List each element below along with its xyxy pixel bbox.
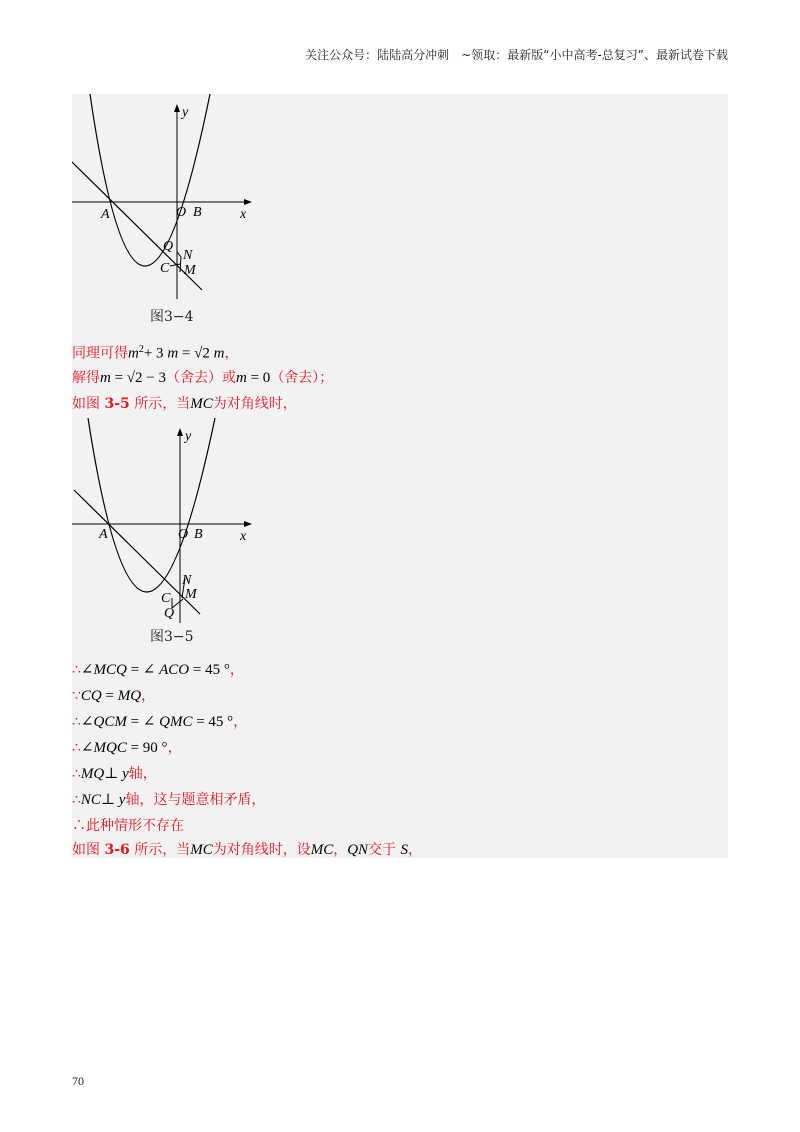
math: = 90 ° (126, 740, 168, 756)
math: MC (190, 842, 213, 858)
line-10 (72, 816, 184, 836)
label-m: M (185, 587, 197, 602)
line-9 (72, 790, 265, 810)
math: = (101, 688, 118, 704)
text: ∴ (72, 740, 81, 756)
math: ⊥ (100, 792, 119, 808)
line-7 (72, 738, 182, 758)
figure-3-4 (72, 94, 272, 325)
math: CQ (80, 688, 102, 704)
math: MCQ (93, 662, 127, 678)
math: ∠ (80, 714, 94, 730)
math: + 3 (143, 345, 168, 362)
text: ， (167, 740, 182, 756)
text: 如图 (72, 842, 105, 858)
text: （舍去）； (270, 370, 334, 386)
segment-cm (170, 264, 180, 266)
math: y (122, 766, 129, 782)
math: MQ (80, 766, 105, 782)
text: 为对角线时， (212, 396, 297, 412)
text: ， (408, 842, 422, 858)
label-a: A (99, 527, 108, 542)
text: 如图 (72, 396, 105, 412)
line-5 (72, 686, 155, 706)
math: MQ (117, 688, 142, 704)
x-axis-arrow (244, 521, 252, 527)
math: = ∠ (126, 662, 160, 678)
text: 为对角线时，设 (212, 842, 311, 858)
math-sup: 2 (138, 344, 144, 355)
text: 交于 (368, 842, 401, 858)
text: ， (224, 345, 239, 362)
figure-3-5 (72, 418, 272, 645)
text: ∴ (72, 662, 81, 678)
line-3 (72, 394, 297, 414)
text: 同理可得 (72, 345, 128, 362)
math: QMC (159, 714, 193, 730)
page-header: 关注公众号：陆陆高分冲刺 ~领取：最新版“小中高考-总复习”、最新试卷下载 (305, 48, 728, 62)
label-b: B (194, 527, 203, 542)
text: 所示，当 (129, 842, 191, 858)
line-ac (72, 162, 202, 290)
label-o: O (176, 205, 187, 220)
text: ∴ (72, 766, 81, 782)
text: ， (229, 662, 244, 678)
math: = √2 − 3 (110, 370, 166, 386)
math: ACO (159, 662, 190, 678)
text: 所示，当 (129, 396, 191, 412)
math: = √2 (178, 345, 214, 362)
math: MC (310, 842, 334, 858)
text: （舍去）或 (166, 370, 236, 386)
math: m (236, 370, 247, 386)
math: m (100, 370, 111, 386)
line-8 (72, 764, 157, 784)
figure-3-4-graph (72, 94, 272, 306)
figure-3-5-caption: 图3−5 (150, 629, 194, 645)
line-2 (72, 368, 333, 388)
line-1 (72, 340, 238, 364)
math: MQC (93, 740, 127, 756)
math: m (128, 345, 139, 362)
y-axis-arrow (174, 104, 180, 112)
label-n: N (182, 573, 192, 588)
text: 轴， (128, 766, 157, 782)
solution-content (72, 94, 728, 858)
line-4 (72, 660, 244, 680)
math: NC (80, 792, 101, 808)
parabola-curve (90, 94, 210, 266)
math: QCM (93, 714, 127, 730)
math: m (213, 345, 225, 362)
label-c: C (161, 591, 171, 606)
math: ⊥ (104, 766, 123, 782)
line-11 (72, 840, 422, 860)
page-number: 70 (72, 1074, 84, 1088)
math: m (167, 345, 179, 362)
label-x: x (240, 529, 247, 544)
text: 解得 (72, 370, 100, 386)
label-q: Q (163, 239, 174, 254)
label-c: C (160, 261, 170, 276)
label-q: Q (164, 606, 175, 621)
label-n: N (183, 248, 193, 263)
math: S (400, 842, 408, 858)
math: MC (190, 396, 213, 412)
label-o: O (178, 527, 189, 542)
text: ∴此种情形不存在 (72, 818, 184, 834)
label-x: x (240, 207, 247, 222)
text: ， (141, 688, 156, 704)
x-axis-arrow (244, 199, 252, 205)
label-b: B (193, 205, 202, 220)
math: ∠ (80, 740, 94, 756)
text: ∵ (72, 688, 81, 704)
figure-3-4-caption: 图3−4 (150, 309, 194, 325)
math: y (118, 792, 126, 808)
segment-qn (177, 252, 181, 257)
y-axis-arrow (177, 428, 183, 436)
label-y: y (185, 429, 192, 444)
figure-3-5-graph (72, 418, 272, 628)
label-a: A (101, 207, 110, 222)
text: ， (233, 714, 248, 730)
figure-ref: 3-5 (104, 396, 130, 412)
text: ∴ (72, 714, 81, 730)
label-y: y (182, 105, 189, 120)
line-6 (72, 712, 247, 732)
text: ， (333, 842, 348, 858)
label-m: M (184, 263, 196, 278)
math: = 45 ° (189, 662, 230, 678)
math: QN (347, 842, 369, 858)
text: 轴，这与题意相矛盾， (125, 792, 266, 808)
math: = 0 (246, 370, 271, 386)
math: = ∠ (126, 714, 160, 730)
math: = 45 ° (192, 714, 234, 730)
math: ∠ (80, 662, 94, 678)
text: ∴ (72, 792, 81, 808)
line-ac (74, 490, 200, 614)
figure-ref: 3-6 (104, 842, 130, 858)
